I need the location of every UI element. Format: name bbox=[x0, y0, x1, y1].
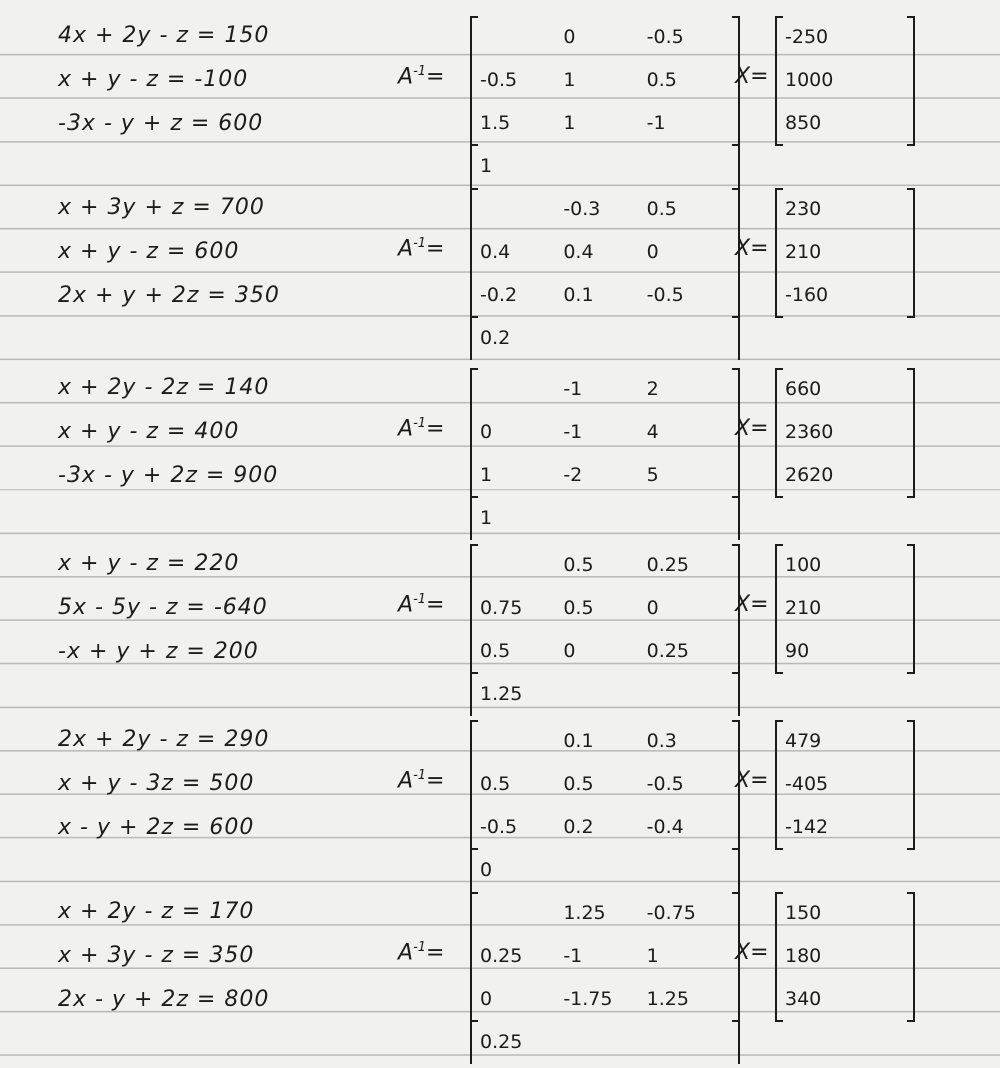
inverse-matrix-label bbox=[398, 940, 444, 965]
inverse-symbol: A bbox=[398, 236, 414, 262]
bracket-tick bbox=[732, 144, 740, 146]
equation: x + y - z = 220 bbox=[58, 551, 240, 576]
matrix-cell: -0.2 bbox=[480, 284, 518, 306]
vector-cell: 340 bbox=[785, 988, 822, 1010]
solution-vector bbox=[775, 368, 915, 497]
inverse-matrix-label bbox=[398, 416, 444, 441]
equation-system-block bbox=[0, 366, 1000, 529]
bracket-tick bbox=[732, 188, 740, 190]
matrix-cell: 0 bbox=[480, 421, 493, 443]
matrix-cell: 0.3 bbox=[646, 730, 677, 752]
vector-cell: 2620 bbox=[785, 464, 834, 486]
equals-sign: = bbox=[750, 940, 769, 965]
bracket-tick bbox=[732, 672, 740, 674]
matrix-cell: 0.2 bbox=[563, 816, 594, 838]
equation: x + 3y - z = 350 bbox=[58, 943, 255, 968]
solution-symbol: X bbox=[735, 416, 751, 441]
vector-cell: -405 bbox=[785, 773, 829, 795]
bracket-tick bbox=[907, 188, 915, 190]
equation-system-block bbox=[0, 542, 1000, 705]
equals-sign: = bbox=[750, 236, 769, 261]
bracket-tick bbox=[775, 1020, 783, 1022]
inverse-exponent: -1 bbox=[413, 592, 427, 607]
matrix-cell: 1.25 bbox=[646, 988, 689, 1010]
bracket-tick bbox=[775, 368, 783, 370]
matrix-cell: 1.25 bbox=[563, 902, 606, 924]
bracket-tick bbox=[470, 144, 478, 146]
bracket-tick bbox=[907, 1020, 915, 1022]
bracket-tick bbox=[470, 16, 478, 18]
bracket-tick bbox=[732, 848, 740, 850]
solution-symbol: X bbox=[735, 64, 751, 89]
vector-cell: 660 bbox=[785, 378, 822, 400]
inverse-matrix-label bbox=[398, 236, 444, 261]
matrix-cell: 0.4 bbox=[563, 241, 594, 263]
matrix-cell: 0.75 bbox=[480, 597, 523, 619]
matrix-cell: 0.5 bbox=[563, 554, 594, 576]
vector-cell: -142 bbox=[785, 816, 829, 838]
vector-cell: 100 bbox=[785, 554, 822, 576]
solution-label bbox=[735, 592, 769, 617]
bracket-tick bbox=[907, 368, 915, 370]
matrix-cell: 4 bbox=[646, 421, 659, 443]
vector-cell: 1000 bbox=[785, 69, 834, 91]
matrix-cell: -1 bbox=[563, 945, 583, 967]
bracket-tick bbox=[470, 672, 478, 674]
equals-sign: = bbox=[426, 940, 445, 966]
equation: 4x + 2y - z = 150 bbox=[58, 23, 270, 48]
solution-label bbox=[735, 768, 769, 793]
equals-sign: = bbox=[750, 416, 769, 441]
solution-symbol: X bbox=[735, 940, 751, 965]
matrix-cell: -0.5 bbox=[646, 773, 684, 795]
equation: x + y - z = 400 bbox=[58, 419, 240, 444]
matrix-cell: -0.5 bbox=[480, 816, 518, 838]
matrix-cell: 0 bbox=[646, 597, 659, 619]
equation: x + 2y - 2z = 140 bbox=[58, 375, 270, 400]
matrix-cell: 0.25 bbox=[646, 640, 689, 662]
matrix-cell: 0.2 bbox=[480, 327, 511, 349]
inverse-matrix bbox=[470, 544, 740, 716]
equals-sign: = bbox=[426, 64, 445, 90]
equation-list bbox=[58, 718, 358, 850]
bracket-tick bbox=[775, 496, 783, 498]
vector-cell: 150 bbox=[785, 902, 822, 924]
solution-symbol: X bbox=[735, 768, 751, 793]
matrix-cell: -0.75 bbox=[646, 902, 696, 924]
bracket-tick bbox=[470, 496, 478, 498]
solution-label bbox=[735, 416, 769, 441]
matrix-cell: 0 bbox=[646, 241, 659, 263]
equals-sign: = bbox=[750, 64, 769, 89]
inverse-symbol: A bbox=[398, 64, 414, 90]
matrix-cell: 0.4 bbox=[480, 241, 511, 263]
bracket-tick bbox=[470, 188, 478, 190]
equals-sign: = bbox=[750, 592, 769, 617]
bracket-tick bbox=[907, 144, 915, 146]
matrix-cell: 0.1 bbox=[563, 284, 594, 306]
equation: 2x + 2y - z = 290 bbox=[58, 727, 270, 752]
bracket-tick bbox=[732, 316, 740, 318]
vector-cell: 2360 bbox=[785, 421, 834, 443]
matrix-cell: 5 bbox=[646, 464, 659, 486]
matrix-cell: 0 bbox=[480, 988, 493, 1010]
equation: -x + y + z = 200 bbox=[58, 639, 259, 664]
matrix-cell: -2 bbox=[563, 464, 583, 486]
vector-cell: 90 bbox=[785, 640, 810, 662]
matrix-cell: -0.5 bbox=[646, 284, 684, 306]
equation: 5x - 5y - z = -640 bbox=[58, 595, 268, 620]
matrix-cell: -1 bbox=[646, 112, 666, 134]
equation: x + y - 3z = 500 bbox=[58, 771, 255, 796]
equals-sign: = bbox=[426, 236, 445, 262]
bracket-tick bbox=[775, 16, 783, 18]
inverse-exponent: -1 bbox=[413, 940, 427, 955]
equation: -3x - y + z = 600 bbox=[58, 111, 264, 136]
equation: 2x + y + 2z = 350 bbox=[58, 283, 280, 308]
bracket-tick bbox=[907, 496, 915, 498]
vector-cell: 210 bbox=[785, 597, 822, 619]
equation: 2x - y + 2z = 800 bbox=[58, 987, 270, 1012]
equals-sign: = bbox=[426, 592, 445, 618]
equation: x + y - z = 600 bbox=[58, 239, 240, 264]
matrix-cell: 0.5 bbox=[646, 69, 677, 91]
inverse-exponent: -1 bbox=[413, 236, 427, 251]
bracket-tick bbox=[470, 368, 478, 370]
equation-system-block bbox=[0, 718, 1000, 881]
equation: x + 2y - z = 170 bbox=[58, 899, 255, 924]
equation-list bbox=[58, 890, 358, 1022]
inverse-symbol: A bbox=[398, 416, 414, 442]
vector-cell: 210 bbox=[785, 241, 822, 263]
inverse-matrix-label bbox=[398, 768, 444, 793]
inverse-symbol: A bbox=[398, 768, 414, 794]
inverse-matrix bbox=[470, 720, 740, 892]
matrix-cell: 0.5 bbox=[480, 640, 511, 662]
matrix-cell: -1.75 bbox=[563, 988, 613, 1010]
bracket-tick bbox=[732, 720, 740, 722]
vector-cell: 230 bbox=[785, 198, 822, 220]
bracket-tick bbox=[470, 720, 478, 722]
bracket-tick bbox=[907, 848, 915, 850]
solution-vector bbox=[775, 544, 915, 673]
bracket-tick bbox=[775, 720, 783, 722]
solution-symbol: X bbox=[735, 592, 751, 617]
equation: x + y - z = -100 bbox=[58, 67, 249, 92]
solution-vector bbox=[775, 16, 915, 145]
vector-cell: -160 bbox=[785, 284, 829, 306]
inverse-symbol: A bbox=[398, 592, 414, 618]
matrix-cell: 1.5 bbox=[480, 112, 511, 134]
bracket-tick bbox=[732, 544, 740, 546]
inverse-exponent: -1 bbox=[413, 416, 427, 431]
inverse-matrix bbox=[470, 368, 740, 540]
equation-list bbox=[58, 14, 358, 146]
bracket-tick bbox=[775, 144, 783, 146]
inverse-matrix bbox=[470, 16, 740, 188]
inverse-exponent: -1 bbox=[413, 64, 427, 79]
matrix-cell: 1 bbox=[480, 155, 493, 177]
equation-list bbox=[58, 366, 358, 498]
bracket-tick bbox=[732, 16, 740, 18]
bracket-tick bbox=[775, 188, 783, 190]
bracket-tick bbox=[732, 892, 740, 894]
inverse-matrix-label bbox=[398, 64, 444, 89]
equation-system-block bbox=[0, 890, 1000, 1053]
bracket-tick bbox=[775, 544, 783, 546]
matrix-cell: 1 bbox=[480, 464, 493, 486]
matrix-cell: 1.25 bbox=[480, 683, 523, 705]
matrix-cell: -0.5 bbox=[480, 69, 518, 91]
matrix-cell: 0.1 bbox=[563, 730, 594, 752]
vector-cell: 479 bbox=[785, 730, 822, 752]
bracket-tick bbox=[732, 1020, 740, 1022]
bracket-tick bbox=[775, 848, 783, 850]
matrix-cell: -0.5 bbox=[646, 26, 684, 48]
solution-vector bbox=[775, 892, 915, 1021]
bracket-tick bbox=[907, 544, 915, 546]
matrix-cell: -1 bbox=[563, 378, 583, 400]
equals-sign: = bbox=[426, 768, 445, 794]
matrix-cell: 0.25 bbox=[480, 1031, 523, 1053]
equals-sign: = bbox=[426, 416, 445, 442]
inverse-symbol: A bbox=[398, 940, 414, 966]
solution-vector bbox=[775, 720, 915, 849]
bracket-tick bbox=[470, 316, 478, 318]
inverse-matrix-label bbox=[398, 592, 444, 617]
bracket-tick bbox=[775, 892, 783, 894]
matrix-cell: -0.3 bbox=[563, 198, 601, 220]
equation-system-block bbox=[0, 14, 1000, 177]
inverse-matrix bbox=[470, 188, 740, 360]
vector-cell: -250 bbox=[785, 26, 829, 48]
equation-list bbox=[58, 186, 358, 318]
bracket-tick bbox=[907, 892, 915, 894]
solution-symbol: X bbox=[735, 236, 751, 261]
bracket-tick bbox=[775, 672, 783, 674]
matrix-cell: 1 bbox=[563, 112, 576, 134]
equation: x + 3y + z = 700 bbox=[58, 195, 265, 220]
inverse-matrix bbox=[470, 892, 740, 1064]
bracket-tick bbox=[907, 720, 915, 722]
bracket-tick bbox=[470, 544, 478, 546]
vector-cell: 180 bbox=[785, 945, 822, 967]
matrix-cell: 0.25 bbox=[480, 945, 523, 967]
matrix-cell: 2 bbox=[646, 378, 659, 400]
bracket-tick bbox=[907, 16, 915, 18]
bracket-tick bbox=[907, 672, 915, 674]
matrix-cell: 0 bbox=[563, 640, 576, 662]
inverse-exponent: -1 bbox=[413, 768, 427, 783]
matrix-cell: 1 bbox=[563, 69, 576, 91]
matrix-cell: 0.5 bbox=[563, 773, 594, 795]
equation-system-block bbox=[0, 186, 1000, 349]
matrix-cell: 1 bbox=[646, 945, 659, 967]
equals-sign: = bbox=[750, 768, 769, 793]
vector-cell: 850 bbox=[785, 112, 822, 134]
bracket-tick bbox=[732, 496, 740, 498]
matrix-cell: 0.5 bbox=[480, 773, 511, 795]
matrix-cell: 0 bbox=[563, 26, 576, 48]
bracket-tick bbox=[470, 892, 478, 894]
bracket-tick bbox=[470, 848, 478, 850]
equation: x - y + 2z = 600 bbox=[58, 815, 255, 840]
matrix-cell: -1 bbox=[563, 421, 583, 443]
equation: -3x - y + 2z = 900 bbox=[58, 463, 279, 488]
solution-label bbox=[735, 64, 769, 89]
matrix-cell: 0 bbox=[480, 859, 493, 881]
solution-label bbox=[735, 236, 769, 261]
matrix-cell: 0.5 bbox=[563, 597, 594, 619]
matrix-cell: -0.4 bbox=[646, 816, 684, 838]
matrix-cell: 0.5 bbox=[646, 198, 677, 220]
bracket-tick bbox=[732, 368, 740, 370]
bracket-tick bbox=[775, 316, 783, 318]
bracket-tick bbox=[907, 316, 915, 318]
solution-vector bbox=[775, 188, 915, 317]
matrix-cell: 1 bbox=[480, 507, 493, 529]
equation-list bbox=[58, 542, 358, 674]
matrix-cell: 0.25 bbox=[646, 554, 689, 576]
bracket-tick bbox=[470, 1020, 478, 1022]
solution-label bbox=[735, 940, 769, 965]
